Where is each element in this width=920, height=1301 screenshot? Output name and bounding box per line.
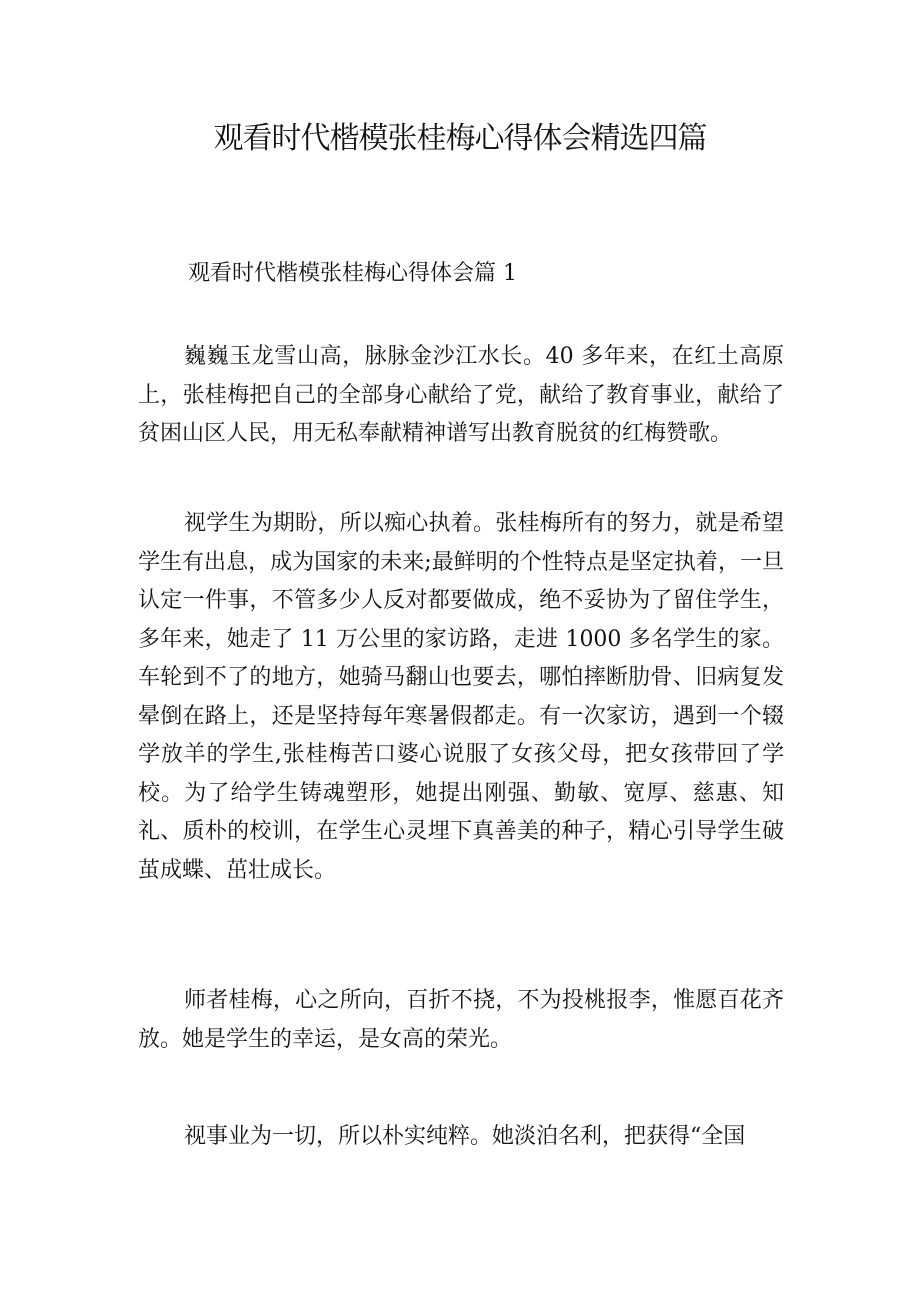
paragraph-3: 师者桂梅，心之所向，百折不挠，不为投桃报李，惟愿百花齐放。她是学生的幸运，是女高的荣光。 [138,988,784,1052]
paragraph-1: 巍巍玉龙雪山高，脉脉金沙江水长。40 多年来，在红土高原上，张桂梅把自己的全部身心献给了党，献给了教育事业，献给了贫困山区人民，用无私奉献精神谱写出教育脱贫的红梅赞歌。 [138,344,784,446]
section-heading: 观看时代楷模张桂梅心得体会篇 1 [188,261,517,286]
document-title: 观看时代楷模张桂梅心得体会精选四篇 [213,121,707,156]
paragraph-2: 视学生为期盼，所以痴心执着。张桂梅所有的努力，就是希望学生有出息，成为国家的未来;最鲜明的个性特点是坚定执着，一旦认定一件事，不管多少人反对都要做成，绝不妥协为了留住学生，多年来，她走了 11 万公里的家访路，走进 1000 多名学生的家。车轮到不了的地方，她骑马翻山也要去，哪怕摔断肋骨、旧病复发晕倒在路上，还是坚持每年寒暑假都走。有一次家访，遇到一个辍学放羊的学生,张桂梅苦口婆心说服了女孩父母，把女孩带回了学校。为了给学生铸魂塑形，她提出刚强、勤敏、宽厚、慈惠、知礼、质朴的校训，在学生心灵埋下真善美的种子，精心引导学生破茧成蝶、茁壮成长。 [138,511,784,883]
paragraph-4: 视事业为一切，所以朴实纯粹。她淡泊名利，把获得“全国 [184,1124,746,1149]
